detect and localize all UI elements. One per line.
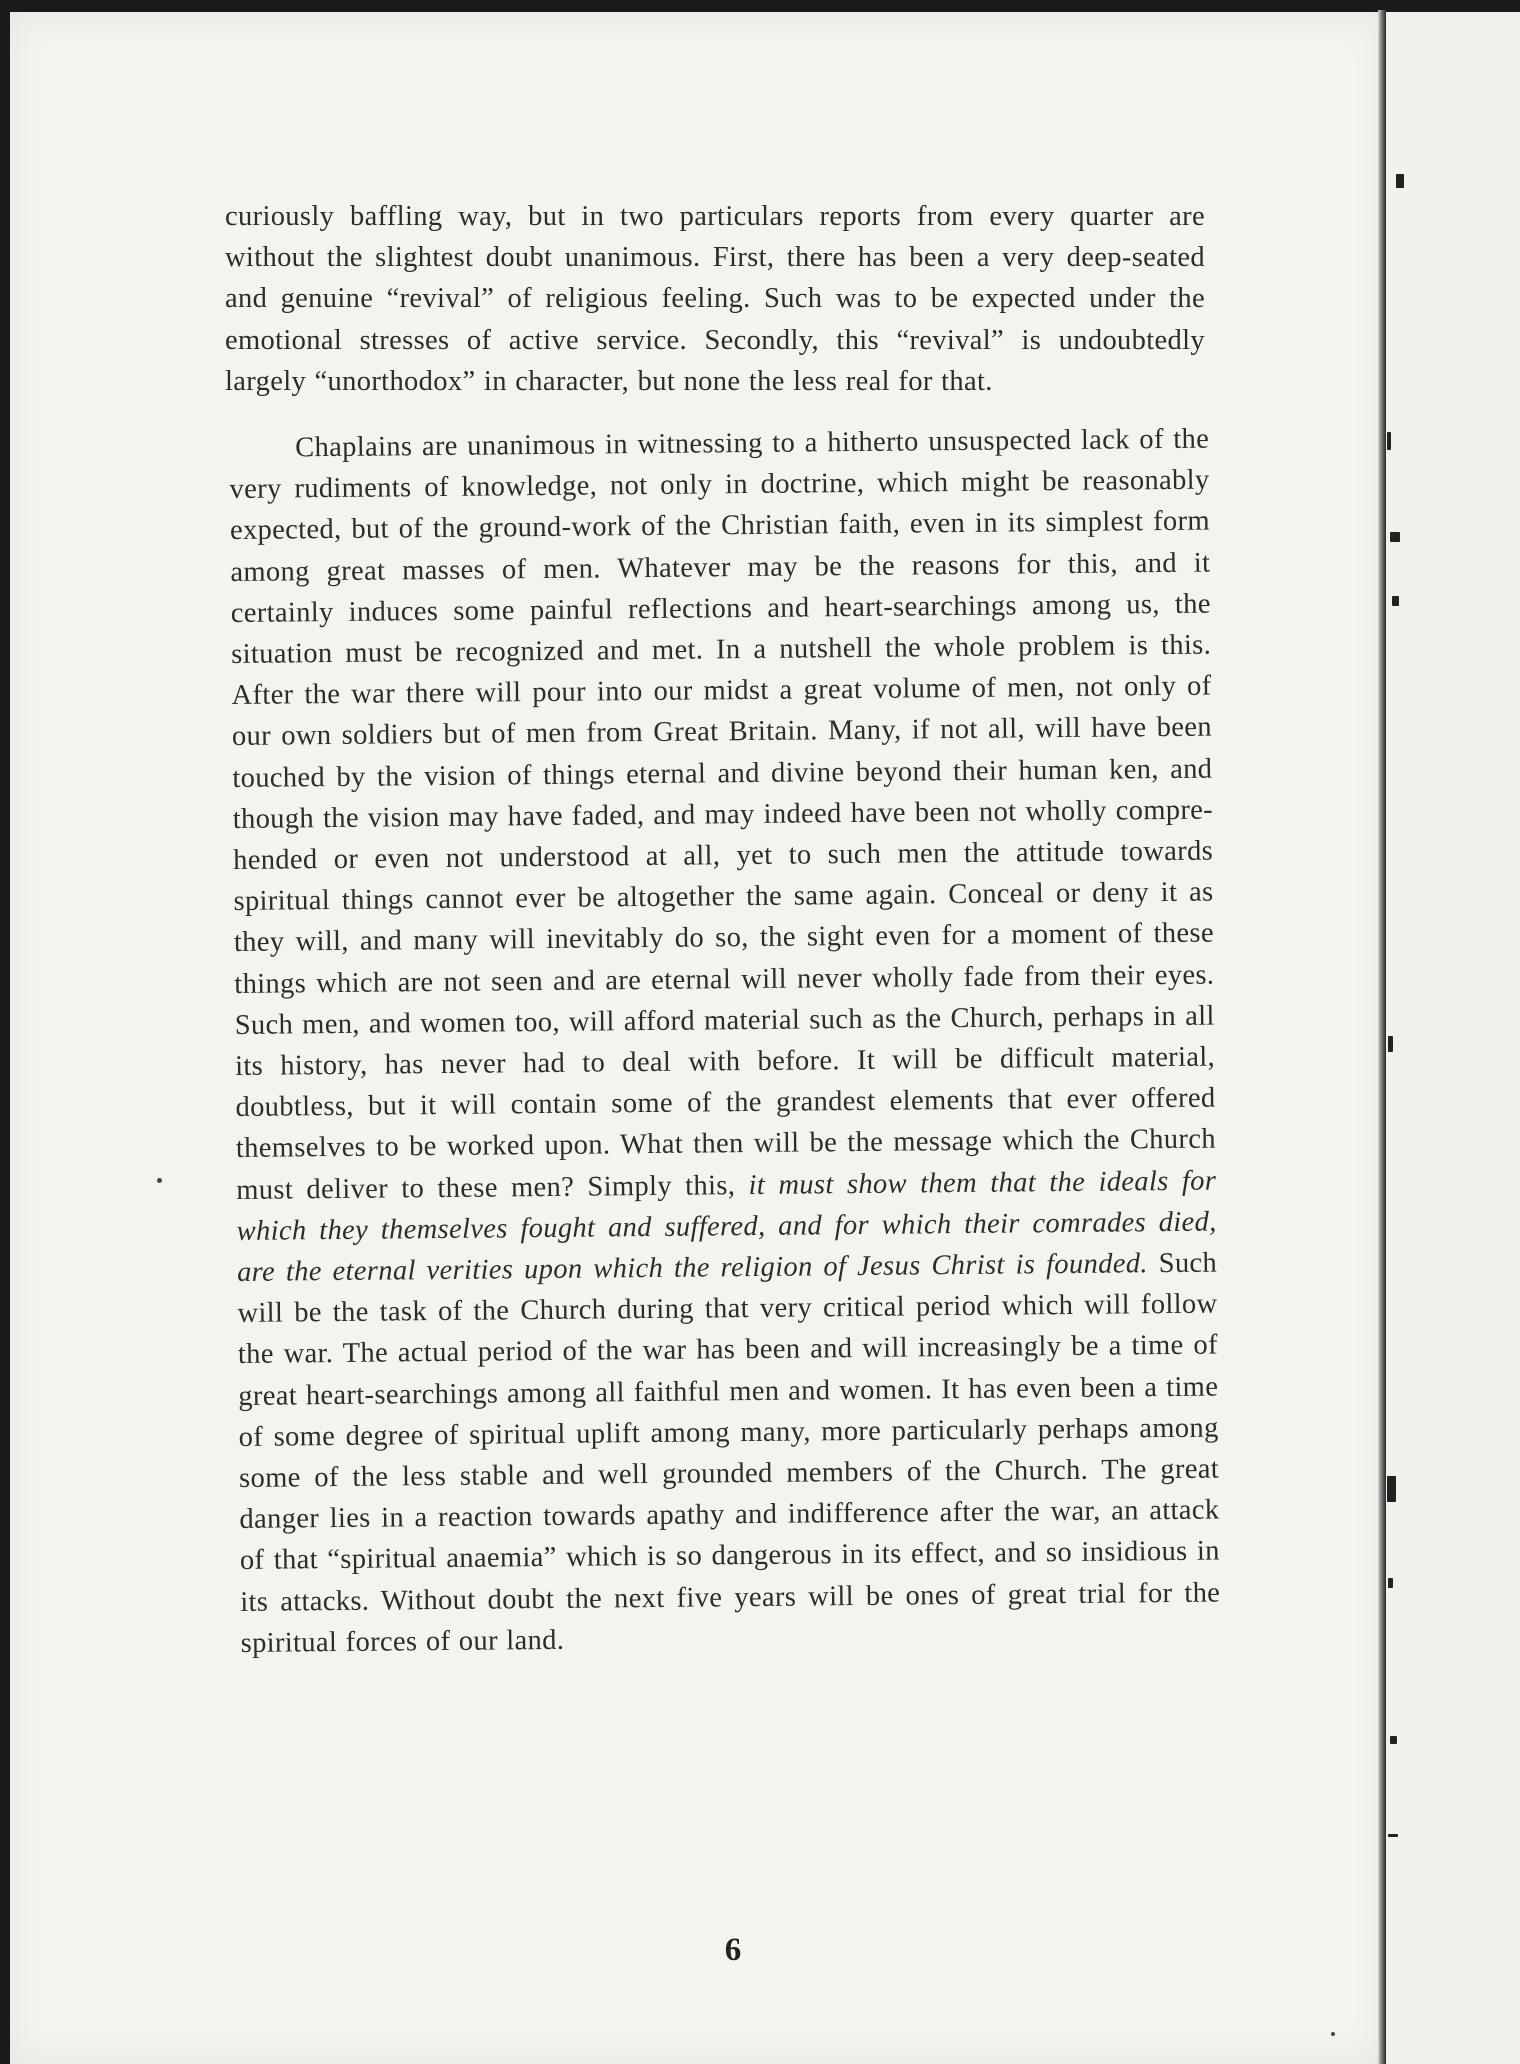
margin-mark: [1390, 1736, 1397, 1744]
paper-speck: [157, 1178, 162, 1183]
paragraph-2-italic-emphasis: it must show them that the ideals for which they themselves fought and suffered, and for which their comrades died, are the eternal verities upon which the religion of Jesus Christ is founded.: [236, 1165, 1217, 1289]
page-number: 6: [724, 1932, 742, 1968]
margin-mark: [1396, 174, 1404, 188]
paragraph-2-text-start: Chaplains are unanimous in witnessing to a hitherto unsuspected lack of the very rudiments of knowledge, not only in doctrine, which might be reasonably expected, but of the ground-work of the Christian faith, even in its simplest form among great masses of men. Whatever may be the reasons for this, and it certainly induces some painful reflections and heart-searchings among us, the situation must be recognized and met. In a nutshell the whole problem is this. After the war there will pour into our midst a great volume of men, not only of our own soldiers but of men from Great Britain. Many, if not all, will have been touched by the vision of things eternal and divine beyond their human ken, and though the vision may have faded, and may indeed have been not wholly comprehended or even not understood at all, yet to such men the attitude towards spiritual things cannot ever be altogether the same again. Conceal or deny it as they will, and many will inevitably do so, the sight even for a moment of these things which are not seen and are eternal will never wholly fade from their eyes. Such men, and women too, will afford material such as the Church, perhaps in all its history, has never had to deal with before. It will be difficult material, doubtless, but it will contain some of the grandest elements that ever offered themselves to be worked upon. What then will be the message which the Church must deliver to these men? Simply this,: [229, 423, 1217, 1206]
margin-mark: [1388, 1578, 1393, 1588]
paragraph-2-text-end: Such will be the task of the Church during that very critical period which will follow the war. The actual period of the war has been and will increasingly be a time of great heart-searchings among all faithful men and women. It has even been a time of some degree of spiritual uplift among many, more particularly perhaps among some of the less stable and well grounded members of the Church. The great danger lies in a reaction towards apathy and indifference after the war, an attack of that “spiritual anaemia” which is so dangerous in its effect, and so insidious in its attacks. Without doubt the next five years will be ones of great trial for the spiritual forces of our land.: [237, 1247, 1221, 1659]
margin-mark: [1388, 1036, 1393, 1052]
page-edge-shadow: [1378, 10, 1386, 2064]
adjacent-page-margin: [1386, 12, 1520, 2064]
paper-speck: [1331, 2032, 1335, 2036]
paragraph-1: curiously baffling way, but in two particulars reports from every quarter are without the slightest doubt unanimous. First, there has been a very deep-seated and genuine “revival” of religious feeling. Such was to be expected under the emotional stresses of active service. Secondly, this “revival” is undoubtedly largely “unorthodox” in character, but none the less real for that.: [225, 201, 1205, 397]
margin-mark: [1388, 1834, 1398, 1837]
margin-mark: [1387, 1476, 1396, 1502]
body-text: [225, 196, 1221, 1664]
margin-mark: [1387, 432, 1391, 450]
paragraph-2: [229, 419, 1221, 1664]
margin-mark: [1392, 596, 1399, 606]
margin-mark: [1390, 532, 1400, 542]
